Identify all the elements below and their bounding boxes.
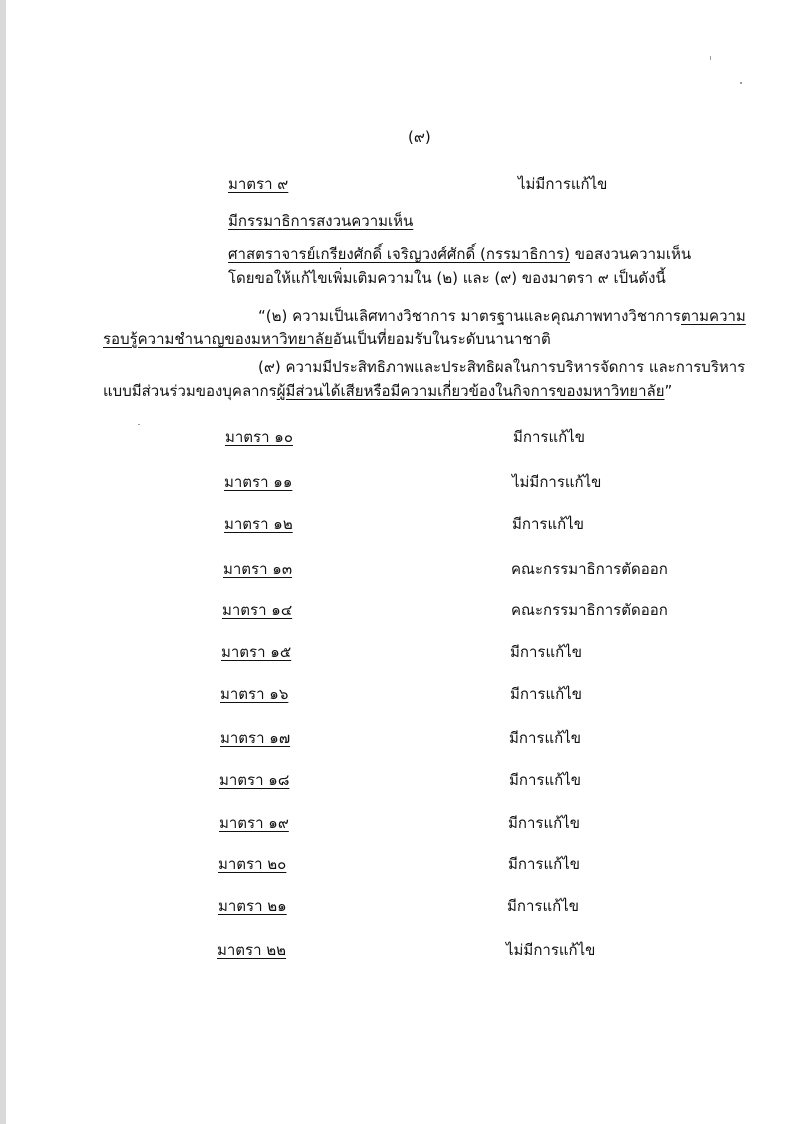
amendment-intro: โดยขอให้แก้ไขเพิ่มเติมความใน (๒) และ (๙) ของมาตรา ๙ เป็นดังนี้	[228, 269, 666, 287]
item-2-line-1	[258, 306, 746, 326]
reserved-opinion-heading: มีกรรมาธิการสงวนความเห็น	[228, 212, 414, 230]
section-9-label: มาตรา ๙	[228, 175, 289, 193]
section-9-status: ไม่มีการแก้ไข	[518, 175, 608, 193]
scan-edge	[0, 0, 6, 1124]
item-9-text: แบบมีส่วนร่วมของบุคลากร	[103, 382, 277, 400]
section-label: มาตรา ๑๕	[221, 643, 292, 661]
item-9-underlined: ผู้มีส่วนได้เสียหรือมีความเกี่ยวข้องในกิจการของมหาวิทยาลัย	[276, 382, 665, 400]
section-status: มีการแก้ไข	[510, 685, 582, 703]
item-2-underlined: ตามความ	[680, 307, 746, 325]
section-label: มาตรา ๑๗	[220, 729, 291, 747]
section-status: มีการแก้ไข	[513, 428, 585, 446]
section-status: มีการแก้ไข	[509, 771, 581, 789]
section-label: มาตรา ๑๐	[225, 428, 293, 446]
item-2-line-2	[103, 329, 551, 349]
section-label: มาตรา ๑๑	[224, 473, 293, 491]
section-label: มาตรา ๑๓	[223, 560, 293, 578]
section-status: ไม่มีการแก้ไข	[506, 941, 596, 959]
section-label: มาตรา ๑๔	[222, 601, 293, 619]
section-status: มีการแก้ไข	[508, 855, 580, 873]
commissioner-line	[228, 244, 691, 264]
item-2-underlined-cont: รอบรู้ความชำนาญของมหาวิทยาลัย	[103, 330, 333, 348]
section-status: ไม่มีการแก้ไข	[512, 473, 602, 491]
scan-speck	[740, 82, 742, 84]
section-status: มีการแก้ไข	[509, 729, 581, 747]
section-status: คณะกรรมาธิการตัดออก	[511, 601, 668, 619]
item-2-text-cont: อันเป็นที่ยอมรับในระดับนานาชาติ	[332, 330, 551, 348]
section-status: มีการแก้ไข	[508, 814, 580, 832]
item-2-text: “(๒) ความเป็นเลิศทางวิชาการ มาตรฐานและคุณภาพทางวิชาการ	[258, 307, 681, 325]
commissioner-name: ศาสตราจารย์เกรียงศักดิ์ เจริญวงศ์ศักดิ์ (กรรมาธิการ)	[228, 245, 570, 263]
page-number: (๙)	[408, 128, 431, 146]
section-label: มาตรา ๒๐	[218, 855, 287, 873]
request-suffix: ขอสงวนความเห็น	[569, 245, 692, 263]
section-label: มาตรา ๑๙	[219, 814, 289, 832]
scan-speck	[710, 56, 711, 60]
section-status: มีการแก้ไข	[510, 643, 582, 661]
section-label: มาตรา ๒๑	[218, 897, 287, 915]
section-label: มาตรา ๑๘	[219, 771, 290, 789]
section-status: มีการแก้ไข	[507, 897, 579, 915]
closing-quote: ”	[664, 382, 673, 400]
item-9-line-1: (๙) ความมีประสิทธิภาพและประสิทธิผลในการบริหารจัดการ และการบริหาร	[258, 358, 746, 376]
section-label: มาตรา ๑๒	[224, 515, 293, 533]
section-status: คณะกรรมาธิการตัดออก	[511, 560, 668, 578]
section-status: มีการแก้ไข	[512, 515, 584, 533]
section-label: มาตรา ๒๒	[217, 941, 287, 959]
section-label: มาตรา ๑๖	[220, 685, 289, 703]
scan-speck	[138, 424, 140, 425]
item-9-line-2	[103, 381, 672, 401]
